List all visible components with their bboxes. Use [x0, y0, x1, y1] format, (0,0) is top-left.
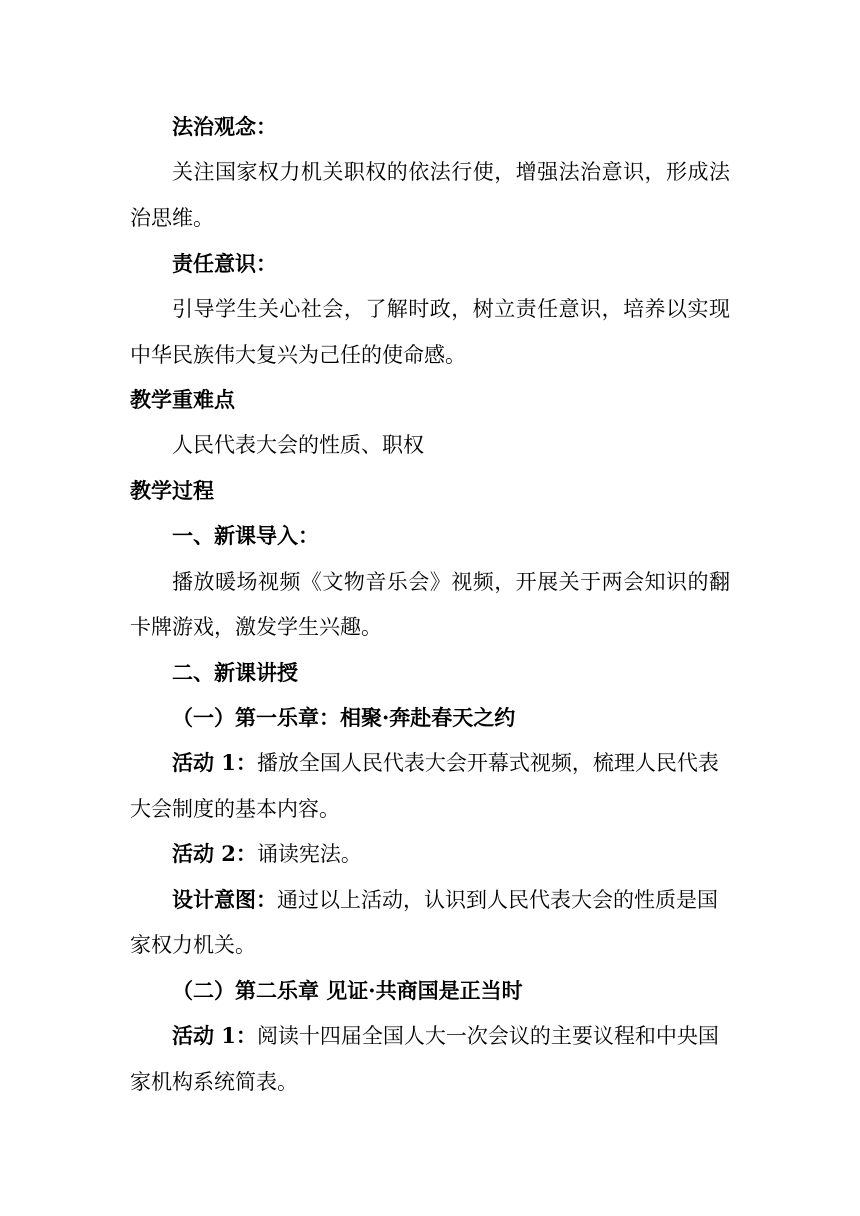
activity-label: 活动 2： — [172, 841, 257, 866]
design-intent-line2: 家权力机关。 — [130, 933, 256, 957]
activity-text: 播放全国人民代表大会开幕式视频，梳理人民代表 — [256, 751, 719, 775]
activity-text: 阅读十四届全国人大一次会议的主要议程和中央国 — [256, 1024, 719, 1048]
part1-paragraph-line1: 播放暖场视频《文物音乐会》视频，开展关于两会知识的翻 — [172, 570, 730, 594]
zeren-paragraph-line1: 引导学生关心社会，了解时政，树立责任意识，培养以实现 — [172, 297, 730, 321]
design-intent-line1 — [172, 885, 730, 915]
ch2-activity1-line1 — [172, 1021, 730, 1051]
part1-paragraph-line2: 卡牌游戏，激发学生兴趣。 — [130, 615, 382, 639]
chapter1-heading: （一）第一乐章：相聚·奔赴春天之约 — [172, 705, 516, 730]
activity-label: 活动 1： — [172, 1023, 257, 1048]
ch1-activity1-line2: 大会制度的基本内容。 — [130, 797, 340, 821]
zhongnandian-heading: 教学重难点 — [130, 387, 235, 412]
activity-label: 活动 1： — [172, 750, 257, 775]
activity-text: 诵读宪法。 — [256, 842, 362, 866]
design-intent-text: 通过以上活动，认识到人民代表大会的性质是国 — [277, 888, 718, 912]
fazhi-paragraph-line1: 关注国家权力机关职权的依法行使，增强法治意识，形成法 — [172, 160, 730, 184]
zeren-heading: 责任意识： — [172, 251, 277, 276]
guocheng-heading: 教学过程 — [130, 478, 214, 503]
zhongnandian-text: 人民代表大会的性质、职权 — [172, 433, 424, 457]
ch2-activity1-line2: 家机构系统简表。 — [130, 1070, 298, 1094]
part2-heading: 二、新课讲授 — [172, 660, 298, 685]
ch1-activity2 — [172, 839, 362, 869]
ch1-activity1-line1 — [172, 748, 730, 778]
fazhi-heading: 法治观念： — [172, 114, 277, 139]
chapter2-heading: （二）第二乐章 见证·共商国是正当时 — [172, 978, 523, 1003]
zeren-paragraph-line2: 中华民族伟大复兴为己任的使命感。 — [130, 343, 466, 367]
part1-heading: 一、新课导入： — [172, 523, 319, 548]
fazhi-paragraph-line2: 治思维。 — [130, 206, 214, 230]
design-intent-label: 设计意图： — [172, 887, 277, 912]
